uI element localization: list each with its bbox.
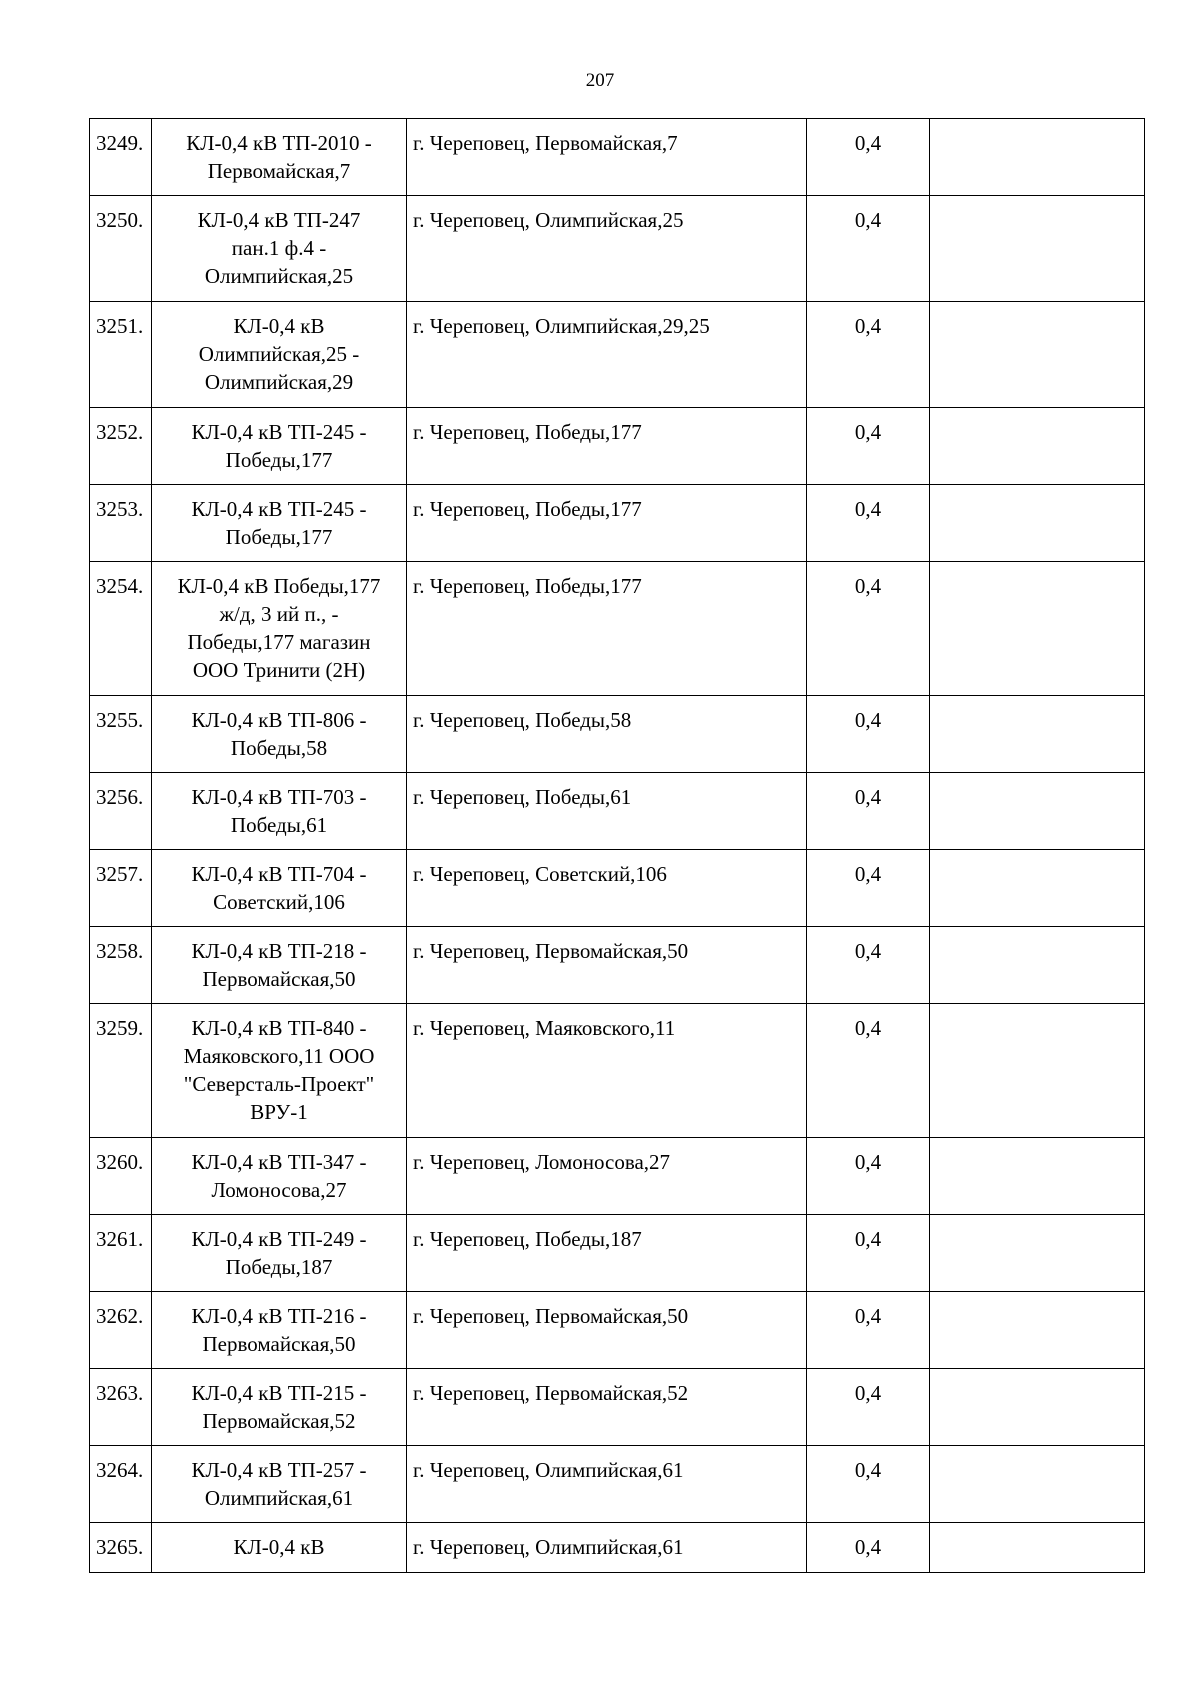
row-number: 3261. <box>90 1215 152 1292</box>
table-row <box>90 119 1145 196</box>
line-address: г. Череповец, Первомайская,50 <box>407 927 807 1004</box>
line-name: КЛ-0,4 кВ ТП-215 - Первомайская,52 <box>152 1369 407 1446</box>
line-name: КЛ-0,4 кВ ТП-247 пан.1 ф.4 - Олимпийская,25 <box>152 196 407 302</box>
line-note <box>930 927 1145 1004</box>
line-address: г. Череповец, Победы,61 <box>407 773 807 850</box>
table-row <box>90 562 1145 696</box>
line-address: г. Череповец, Олимпийская,29,25 <box>407 302 807 408</box>
registry-table <box>89 118 1145 1573</box>
line-voltage: 0,4 <box>807 1138 930 1215</box>
line-note <box>930 1292 1145 1369</box>
table-row <box>90 485 1145 562</box>
line-voltage: 0,4 <box>807 408 930 485</box>
row-number: 3262. <box>90 1292 152 1369</box>
table-row <box>90 1138 1145 1215</box>
row-number: 3253. <box>90 485 152 562</box>
line-voltage: 0,4 <box>807 1523 930 1573</box>
line-note <box>930 1369 1145 1446</box>
table-row <box>90 696 1145 773</box>
line-name: КЛ-0,4 кВ ТП-245 - Победы,177 <box>152 408 407 485</box>
line-voltage: 0,4 <box>807 850 930 927</box>
row-number: 3260. <box>90 1138 152 1215</box>
row-number: 3254. <box>90 562 152 696</box>
row-number: 3264. <box>90 1446 152 1523</box>
line-name: КЛ-0,4 кВ ТП-347 - Ломоносова,27 <box>152 1138 407 1215</box>
table-row <box>90 773 1145 850</box>
line-name: КЛ-0,4 кВ ТП-806 - Победы,58 <box>152 696 407 773</box>
row-number: 3250. <box>90 196 152 302</box>
row-number: 3255. <box>90 696 152 773</box>
line-address: г. Череповец, Первомайская,50 <box>407 1292 807 1369</box>
line-address: г. Череповец, Олимпийская,61 <box>407 1523 807 1573</box>
line-name: КЛ-0,4 кВ Олимпийская,25 - Олимпийская,29 <box>152 302 407 408</box>
line-address: г. Череповец, Ломоносова,27 <box>407 1138 807 1215</box>
line-note <box>930 1215 1145 1292</box>
row-number: 3251. <box>90 302 152 408</box>
line-name: КЛ-0,4 кВ ТП-245 - Победы,177 <box>152 485 407 562</box>
line-note <box>930 1004 1145 1138</box>
line-note <box>930 196 1145 302</box>
table-row <box>90 1446 1145 1523</box>
table-row <box>90 1523 1145 1573</box>
line-name: КЛ-0,4 кВ Победы,177 ж/д, 3 ий п., - Победы,177 магазин ООО Тринити (2Н) <box>152 562 407 696</box>
table-row <box>90 1215 1145 1292</box>
line-note <box>930 119 1145 196</box>
line-note <box>930 1138 1145 1215</box>
table-row <box>90 196 1145 302</box>
line-voltage: 0,4 <box>807 696 930 773</box>
line-note <box>930 408 1145 485</box>
row-number: 3249. <box>90 119 152 196</box>
row-number: 3259. <box>90 1004 152 1138</box>
table-row <box>90 408 1145 485</box>
line-name: КЛ-0,4 кВ ТП-840 - Маяковского,11 ООО "Северсталь-Проект" ВРУ-1 <box>152 1004 407 1138</box>
table-row <box>90 1369 1145 1446</box>
line-name: КЛ-0,4 кВ ТП-257 - Олимпийская,61 <box>152 1446 407 1523</box>
line-note <box>930 562 1145 696</box>
line-voltage: 0,4 <box>807 562 930 696</box>
line-address: г. Череповец, Олимпийская,25 <box>407 196 807 302</box>
row-number: 3252. <box>90 408 152 485</box>
line-name: КЛ-0,4 кВ ТП-218 - Первомайская,50 <box>152 927 407 1004</box>
row-number: 3257. <box>90 850 152 927</box>
line-note <box>930 1446 1145 1523</box>
line-voltage: 0,4 <box>807 773 930 850</box>
line-address: г. Череповец, Олимпийская,61 <box>407 1446 807 1523</box>
line-address: г. Череповец, Победы,58 <box>407 696 807 773</box>
row-number: 3256. <box>90 773 152 850</box>
line-voltage: 0,4 <box>807 927 930 1004</box>
line-name: КЛ-0,4 кВ ТП-703 - Победы,61 <box>152 773 407 850</box>
table-row <box>90 1292 1145 1369</box>
line-name: КЛ-0,4 кВ ТП-704 - Советский,106 <box>152 850 407 927</box>
table-row <box>90 927 1145 1004</box>
line-note <box>930 485 1145 562</box>
line-address: г. Череповец, Маяковского,11 <box>407 1004 807 1138</box>
line-address: г. Череповец, Первомайская,7 <box>407 119 807 196</box>
line-voltage: 0,4 <box>807 1369 930 1446</box>
line-voltage: 0,4 <box>807 1292 930 1369</box>
row-number: 3258. <box>90 927 152 1004</box>
line-voltage: 0,4 <box>807 302 930 408</box>
row-number: 3265. <box>90 1523 152 1573</box>
line-address: г. Череповец, Победы,177 <box>407 408 807 485</box>
page-number: 207 <box>585 70 615 91</box>
line-address: г. Череповец, Победы,187 <box>407 1215 807 1292</box>
line-voltage: 0,4 <box>807 485 930 562</box>
registry-table-body <box>90 119 1145 1573</box>
line-voltage: 0,4 <box>807 1215 930 1292</box>
line-address: г. Череповец, Победы,177 <box>407 562 807 696</box>
line-note <box>930 1523 1145 1573</box>
line-address: г. Череповец, Первомайская,52 <box>407 1369 807 1446</box>
line-voltage: 0,4 <box>807 119 930 196</box>
line-voltage: 0,4 <box>807 196 930 302</box>
line-name: КЛ-0,4 кВ <box>152 1523 407 1573</box>
line-address: г. Череповец, Советский,106 <box>407 850 807 927</box>
table-row <box>90 850 1145 927</box>
line-name: КЛ-0,4 кВ ТП-249 - Победы,187 <box>152 1215 407 1292</box>
line-note <box>930 850 1145 927</box>
table-row <box>90 302 1145 408</box>
line-name: КЛ-0,4 кВ ТП-2010 - Первомайская,7 <box>152 119 407 196</box>
line-name: КЛ-0,4 кВ ТП-216 - Первомайская,50 <box>152 1292 407 1369</box>
line-note <box>930 696 1145 773</box>
line-voltage: 0,4 <box>807 1446 930 1523</box>
line-voltage: 0,4 <box>807 1004 930 1138</box>
line-note <box>930 773 1145 850</box>
line-note <box>930 302 1145 408</box>
row-number: 3263. <box>90 1369 152 1446</box>
table-row <box>90 1004 1145 1138</box>
line-address: г. Череповец, Победы,177 <box>407 485 807 562</box>
